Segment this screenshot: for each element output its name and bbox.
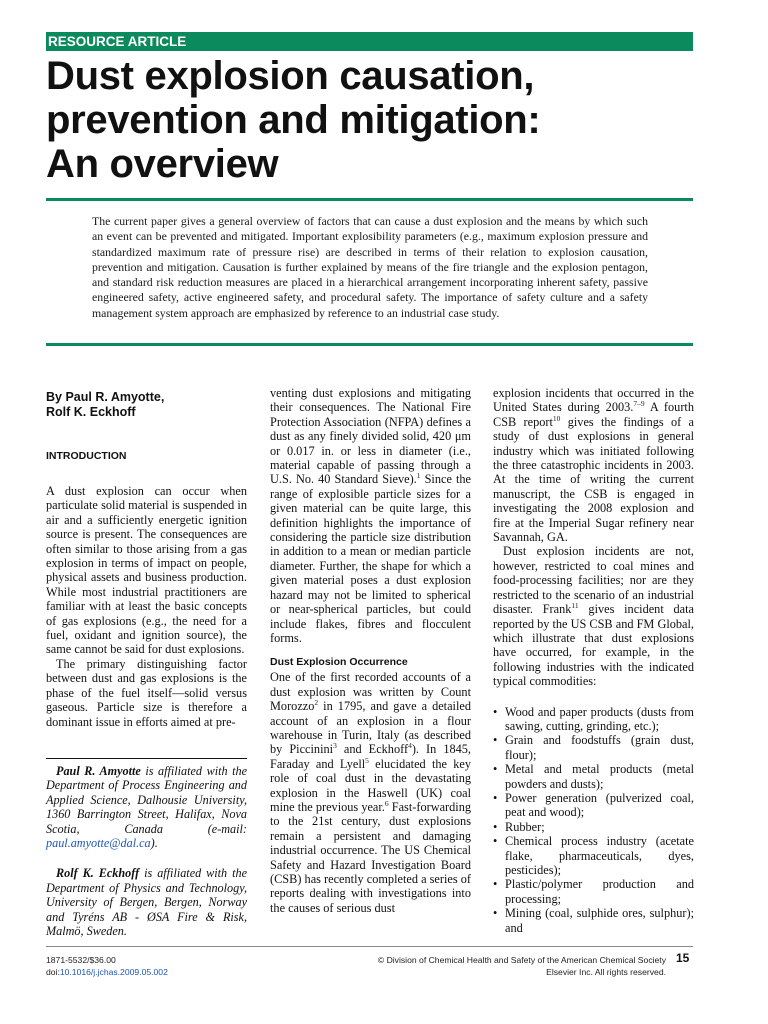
list-item bbox=[493, 762, 694, 791]
text-run: gives the findings of a study of dust explosions in general industry which was initiated following the three catastrophic incidents in 2003. At the time of writing the current manuscript, the CSB is engaged in investigating the 2008 explosion and fire at the Imperial Sugar refinery near Savannah, GA. bbox=[493, 414, 694, 545]
publisher-line: Elsevier Inc. All rights reserved. bbox=[546, 967, 666, 977]
footer-rule bbox=[46, 946, 693, 947]
citation-ref[interactable]: 3 bbox=[333, 741, 337, 751]
bullet-icon: • bbox=[493, 877, 498, 892]
bullet-icon: • bbox=[493, 790, 498, 805]
text-run: A fourth CSB report bbox=[493, 400, 694, 429]
body-paragraph bbox=[493, 544, 694, 688]
list-item-text: Chemical process industry (acetate flake, pharmaceuticals, dyes, pesticides); bbox=[505, 834, 694, 877]
citation-ref[interactable]: 1 bbox=[416, 471, 421, 481]
citation-ref[interactable]: 11 bbox=[571, 601, 579, 610]
list-item-text: Wood and paper products (dusts from sawing, cutting, grinding, etc.); bbox=[505, 704, 694, 733]
text-run: elucidated the key role of coal dust in the devastating explosion in the Haswell (UK) coal mine the previous year. bbox=[270, 756, 471, 814]
bullet-icon: • bbox=[493, 834, 498, 849]
affiliation-name: Paul R. Amyotte bbox=[56, 763, 141, 778]
bullet-icon: • bbox=[493, 704, 498, 719]
doi-label: doi: bbox=[46, 967, 60, 977]
list-item-text: Rubber; bbox=[505, 819, 545, 834]
text-run: venting dust explosions and mitigating their consequences. The National Fire Protection Association (NFPA) defines a dust as any finely divided solid, 420 μm or 0.017 in. or less in diameter (i.e., material capable of passing through a U.S. No. 40 Standard Sieve). bbox=[270, 386, 471, 487]
list-item bbox=[493, 834, 694, 877]
text-run: Dust explosion incidents are not, however, restricted to coal mines and food-processing facilities; nor are they restricted to the scenario of an industrial disaster. Frank bbox=[493, 544, 694, 617]
intro-paragraph-1: A dust explosion can occur when particulate solid material is suspended in air and a sufficiently energetic ignition source is present. The consequences are often similar to those arising from a gas explosion in terms of impact on people, physical assets and business production. While most industrial practitioners are familiar with at least the basic concepts of gas explosions (e.g., the need for a fuel, oxidant and ignition source), the same cannot be said for dust explosions. bbox=[46, 484, 247, 657]
list-item bbox=[493, 791, 694, 820]
body-paragraph bbox=[270, 670, 471, 915]
affiliation-amyotte bbox=[46, 764, 247, 850]
bullet-icon: • bbox=[493, 819, 498, 834]
list-item bbox=[493, 820, 694, 834]
abstract: The current paper gives a general overview of factors that can cause a dust explosion and the means by which such an event can be prevented and mitigated. Important explosibility parameters (e.g., maximum explosion pressure and standardized maximum rate of pressure rise) are described in terms of their relation to explosion causation, prevention and mitigation. Causation is further explained by means of the fire triangle and the explosion pentagon, and standard risk reduction measures are placed in a hierarchical arrangement incorporating inherent safety, passive engineered safety, active engineered safety, and procedural safety. The importance of safety culture and a safety management system approach are emphasized by reference to an industrial case study. bbox=[92, 214, 648, 320]
bullet-icon: • bbox=[493, 906, 498, 921]
list-item bbox=[493, 877, 694, 906]
section-heading-introduction: INTRODUCTION bbox=[46, 450, 127, 462]
text-run: gives incident data reported by the US CSB and FM Global, which illustrate that dust explosions have occurred, for example, in the following industries with the indicated typical commodities: bbox=[493, 602, 694, 689]
doi-link[interactable]: 10.1016/j.jchas.2009.05.002 bbox=[59, 967, 168, 977]
footer-right bbox=[340, 954, 666, 978]
body-paragraph bbox=[493, 386, 694, 544]
column-1 bbox=[46, 386, 247, 938]
byline-author-2: Rolf K. Eckhoff bbox=[46, 405, 136, 419]
list-item-text: Grain and foodstuffs (grain dust, flour); bbox=[505, 733, 694, 762]
bullet-icon: • bbox=[493, 733, 498, 748]
subheading-dust-explosion-occurrence: Dust Explosion Occurrence bbox=[270, 656, 408, 669]
affiliation-text: is affiliated with the Department of Process Engineering and Applied Science, Dalhousie University, 1360 Barrington Street, Halifax, Nova Scotia, Canada (e-mail: bbox=[46, 763, 247, 836]
list-item-text: Plastic/polymer production and processing; bbox=[505, 877, 694, 906]
article-title bbox=[46, 54, 706, 186]
text-run: ). In 1845, Faraday and Lyell bbox=[270, 742, 472, 771]
section-label: RESOURCE ARTICLE bbox=[46, 32, 693, 51]
copyright-line: © Division of Chemical Health and Safety of the American Chemical Society bbox=[377, 955, 666, 965]
intro-paragraph-2: The primary distinguishing factor between dust and gas explosions is the phase of the fuel itself—solid versus gaseous. Particle size is therefore a dominant issue in efforts aimed at pre- bbox=[46, 656, 247, 729]
list-item-text: Metal and metal products (metal powders and dusts); bbox=[505, 762, 694, 791]
title-rule bbox=[46, 198, 693, 201]
body-paragraph bbox=[270, 386, 471, 645]
list-item bbox=[493, 906, 694, 935]
abstract-rule bbox=[46, 343, 693, 346]
text-run: and Eckhoff bbox=[336, 742, 409, 757]
byline bbox=[46, 390, 247, 420]
doi-line bbox=[46, 966, 168, 978]
citation-ref[interactable]: 6 bbox=[384, 798, 389, 808]
affiliation-divider bbox=[46, 758, 247, 759]
citation-ref[interactable]: 5 bbox=[365, 755, 369, 765]
column-2 bbox=[270, 386, 471, 915]
list-item-text: Mining (coal, sulphide ores, sulphur); and bbox=[505, 906, 694, 935]
title-line-3: An overview bbox=[46, 142, 279, 186]
affiliation-eckhoff bbox=[46, 866, 247, 938]
title-line-1: Dust explosion causation, bbox=[46, 54, 535, 98]
text-run: in 1795, and gave a detailed account of an explosion in a flour warehouse in Turin, Italy (as described by Piccinini bbox=[270, 699, 471, 757]
text-run: Since the range of explosible particle sizes for a given material can be quite large, this definition highlights the importance of considering the particle size distribution in addition to a mean or median particle diameter. Further, the shape for which a given material poses a dust explosion hazard may not be limited to spherical or near-spherical particles, but could include flakes, fibres and flocculent forms. bbox=[270, 472, 472, 645]
issn-price: 1871-5532/$36.00 bbox=[46, 955, 116, 965]
text-run: explosion incidents that occurred in the United States during 2003. bbox=[493, 386, 694, 415]
citation-ref[interactable]: 2 bbox=[314, 698, 319, 708]
text-run: One of the first recorded accounts of a dust explosion was written by Count Morozzo bbox=[270, 670, 471, 714]
citation-ref[interactable]: 4 bbox=[408, 741, 412, 751]
footer-left bbox=[46, 954, 168, 978]
list-item-text: Power generation (pulverized coal, peat and wood); bbox=[505, 790, 694, 820]
bullet-icon: • bbox=[493, 762, 498, 777]
industry-list bbox=[493, 705, 694, 936]
text-run: Fast-forwarding to the 21st century, dust explosions remain a persistent and damaging industrial occurrence. The US Chemical Safety and Hazard Investigation Board (CSB) has recently completed a series of reports dealing with investigations into the causes of serious dust bbox=[270, 799, 471, 915]
affiliation-close: ). bbox=[150, 835, 158, 850]
affiliation-name: Rolf K. Eckhoff bbox=[56, 866, 140, 881]
list-item bbox=[493, 705, 694, 734]
citation-ref[interactable]: 10 bbox=[552, 413, 561, 423]
byline-author-1: By Paul R. Amyotte, bbox=[46, 390, 165, 404]
column-3 bbox=[493, 386, 694, 935]
email-link[interactable]: paul.amyotte@dal.ca bbox=[46, 835, 151, 850]
affiliation-text: is affiliated with the Department of Physics and Technology, University of Bergen, Bergen, Norway and Tyréns AB - ØSA Fire & Risk, Malmö, Sweden. bbox=[46, 866, 247, 938]
citation-ref[interactable]: 7–9 bbox=[633, 399, 645, 409]
page-number: 15 bbox=[676, 951, 690, 965]
list-item bbox=[493, 733, 694, 762]
title-line-2: prevention and mitigation: bbox=[46, 98, 541, 142]
